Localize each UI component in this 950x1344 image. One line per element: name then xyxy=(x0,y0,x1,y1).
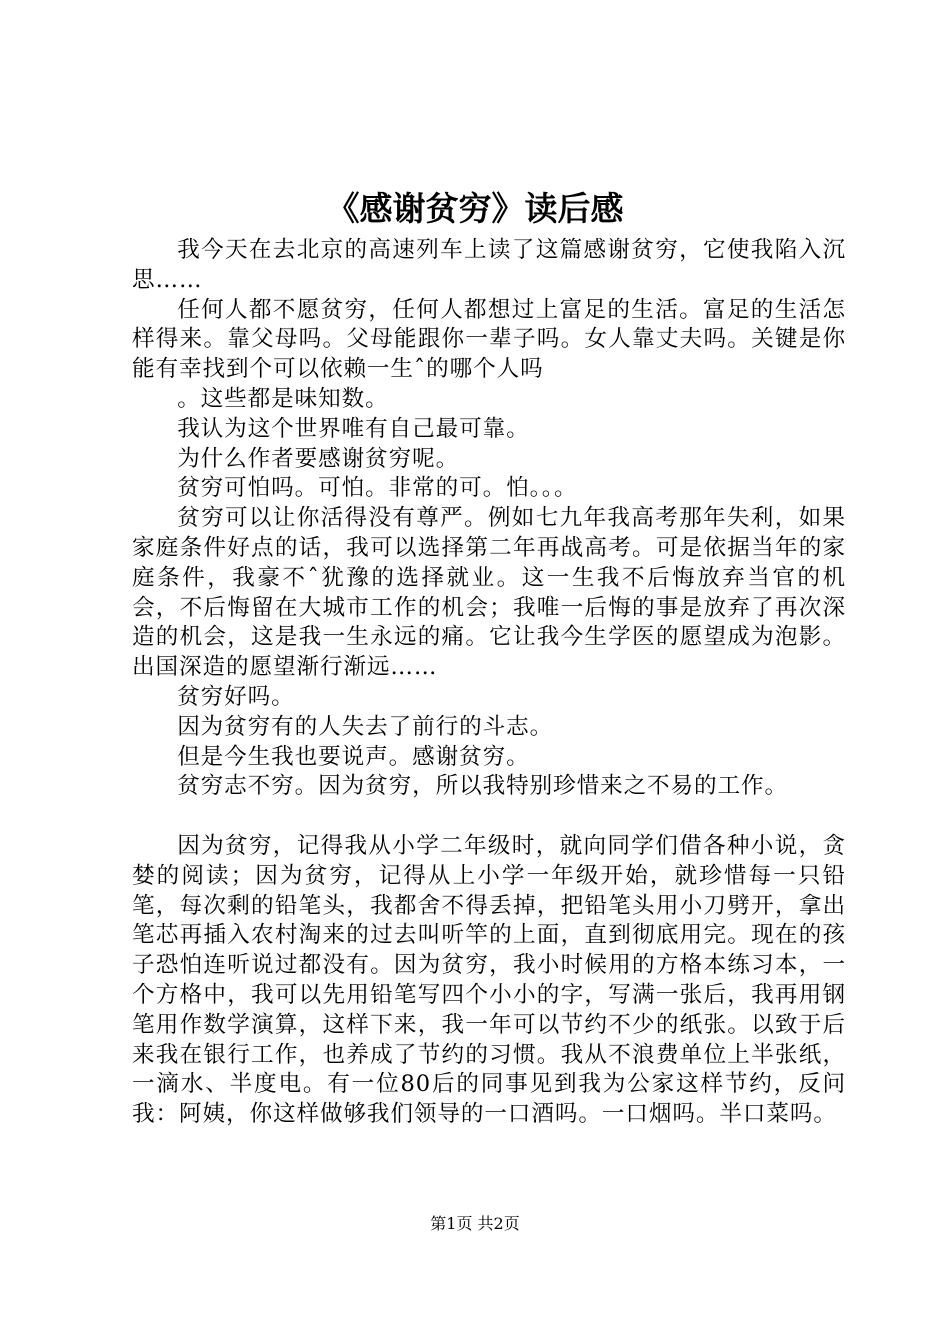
paragraph-12: 因为贫穷，记得我从小学二年级时，就向同学们借各种小说，贪婪的阅读；因为贫穷，记得从上小学一年级开始，就珍惜每一只铅笔，每次剩的铅笔头，我都舍不得丢掉，把铅笔头用小刀劈开，拿出笔芯再插入农村淘来的过去叫听竿的上面，直到彻底用完。现在的孩子恐怕连听说过都没有。因为贫穷，我小时候用的方格本练习本，一个方格中，我可以先用铅笔写四个小小的字，写满一张后，我再用钢笔用作数学演算，这样下来，我一年可以节约不少的纸张。以致于后来我在银行工作，也养成了节约的习惯。我从不浪费单位上半张纸，一滴水、半度电。有一位80后的同事见到我为公家这样节约，反问我：阿姨，你这样做够我们领导的一口酒吗。一口烟吗。半口菜吗。 xyxy=(132,832,846,1128)
paragraph-1: 我今天在去北京的高速列车上读了这篇感谢贫穷，它使我陷入沉思…… xyxy=(132,237,846,293)
paragraph-3: 。这些都是味知数。 xyxy=(177,385,389,412)
paragraph-4: 我认为这个世界唯有自己最可靠。 xyxy=(177,415,530,442)
paragraph-6: 贫穷可怕吗。可怕。非常的可。怕。。。 xyxy=(177,475,578,502)
paragraph-5: 为什么作者要感谢贫穷呢。 xyxy=(177,445,460,472)
paragraph-2: 任何人都不愿贫穷，任何人都想过上富足的生活。富足的生活怎样得来。靠父母吗。父母能跟你一辈子吗。女人靠丈夫吗。关键是你能有幸找到个可以依赖一生ˆ的哪个人吗 xyxy=(132,296,846,383)
document-body xyxy=(132,236,846,1130)
page-footer: 第1页 共2页 xyxy=(430,1214,520,1233)
paragraph-8: 贫穷好吗。 xyxy=(177,683,295,710)
paragraph-spacer xyxy=(132,802,846,832)
paragraph-9: 因为贫穷有的人失去了前行的斗志。 xyxy=(177,713,554,740)
paragraph-10: 但是今生我也要说声。感谢贫穷。 xyxy=(177,743,530,770)
paragraph-7: 贫穷可以让你活得没有尊严。例如七九年我高考那年失利，如果家庭条件好点的话，我可以选择第二年再战高考。可是依据当年的家庭条件，我豪不ˆ犹豫的选择就业。这一生我不后悔放弃当官的机会，不后悔留在大城市工作的机会；我唯一后悔的事是放弃了再次深造的机会，这是我一生永远的痛。它让我今生学医的愿望成为泡影。出国深造的愿望渐行渐远…… xyxy=(132,505,846,681)
paragraph-11: 贫穷志不穷。因为贫穷，所以我特别珍惜来之不易的工作。 xyxy=(177,773,789,800)
page-title: 《感谢贫穷》读后感 xyxy=(326,189,624,228)
